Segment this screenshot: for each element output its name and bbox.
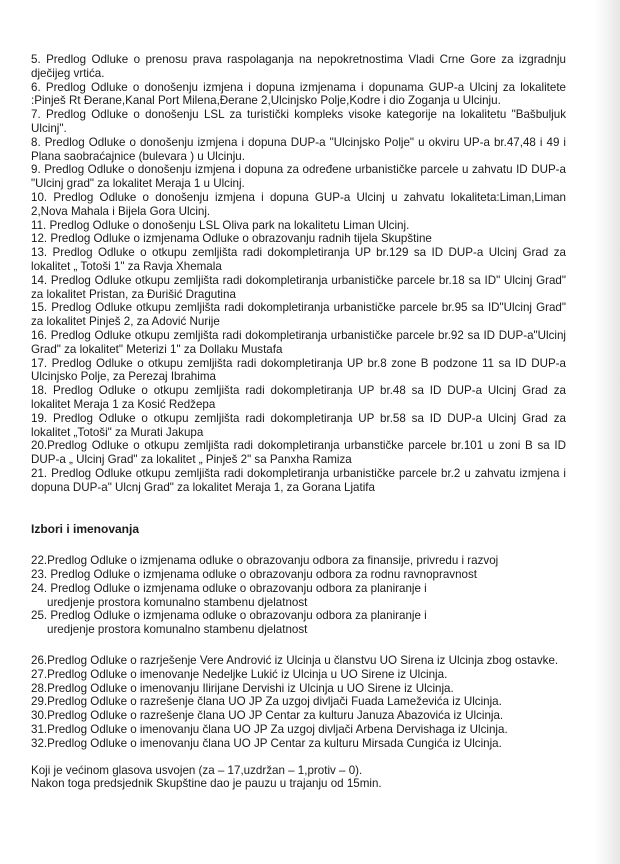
agenda-item: 27.Predlog Odluke o imenovanje Nedeljke Lukić iz Ulcinja u UO Sirene iz Ulcinja.	[31, 667, 448, 681]
agenda-item: 9. Predlog Odluke o donošenju izmjena i dopuna za određene urbanističke parcele u zahvatu ID DUP-a "Ulcinj grad" za lokalitet Meraja 1 u Ulcinj.	[31, 163, 566, 191]
agenda-item: 25. Predlog Odluke o izmjenama odluke o obrazovanju odbora za planiranje i	[31, 609, 427, 623]
agenda-item: 22.Predlog Odluke o izmjenama odluke o obrazovanju odbora za finansije, privredu i razvoj	[31, 554, 499, 568]
agenda-item: 10. Predlog Odluke o donošenju izmjena i dopuna GUP-a Ulcinj u zahvatu lokaliteta:Liman,Liman 2,Nova Mahala i Bijela Gora Ulcinj.	[31, 190, 566, 218]
agenda-item: 29.Predlog Odluke o razrešenje člana UO JP Za uzgoj divljači Fuada Lameževića iz Ulcinja.	[31, 695, 502, 709]
agenda-item: 17. Predlog Odluke o otkupu zemljišta radi dokompletiranja UP br.8 zone B podzone 11 sa ID DUP-a Ulcinjsko Polje, za Perezaj Ibrahima	[31, 356, 566, 384]
agenda-item: 19. Predlog Odluke o otkupu zemljišta radi dokompletiranja UP br.58 sa ID DUP-a Ulcinj Grad za lokalitet „Totoši" za Murati Jakupa	[31, 411, 566, 439]
agenda-item: 8. Predlog Odluke o donošenju izmjena i dopuna DUP-a "Ulcinjsko Polje" u okviru UP-a br.47,48 i 49 i Plana saobraćajnice (bulevara ) u Ulcinju.	[31, 135, 566, 163]
agenda-item: 21. Predlog Odluke otkupu zemljišta radi dokompletiranja urbanističke parcele br.2 u zahvatu izmjena i dopuna DUP-a" Ulcnj Grad" za lokalitet Meraja 1, za Gorana Ljatifa	[31, 466, 566, 494]
section-heading: Izbori i imenovanja	[31, 521, 140, 536]
agenda-text	[31, 53, 566, 791]
agenda-item: 6. Predlog Odluke o donošenju izmjena i dopuna izmjenama i dopunama GUP-a Ulcinj za lokalitete :Pinješ Rt Đerane,Kanal Port Milena,Đerane 2,Ulcinjsko Polje,Kodre i dio Zoganja u Ulcinju.	[31, 80, 566, 108]
agenda-item: 24. Predlog Odluke o izmjenama odluke o obrazovanju odbora za planiranje i	[31, 581, 427, 595]
agenda-item: 28.Predlog Odluke o imenovanju Ilirijane Dervishi iz Ulcinja u UO Sirene iz Ulcinja.	[31, 681, 454, 695]
agenda-item: 12. Predlog Odluke o izmjenama Odluke o obrazovanju radnih tijela Skupštine	[31, 232, 432, 246]
agenda-item: 5. Predlog Odluke o prenosu prava raspolaganja na nepokretnostima Vladi Crne Gore za izgradnju dječijeg vrtića.	[31, 53, 566, 80]
agenda-item-continuation: uredjenje prostora komunalno stambenu djelatnost	[47, 623, 308, 637]
agenda-item: 15. Predlog Odluke otkupu zemljišta radi dokompletiranja urbanističke parcele br.95 sa ID"Ulcinj Grad" za lokalitet Pinješ 2, za Adović Nurije	[31, 301, 566, 329]
pause-note: Nakon toga predsjednik Skupštine dao je pauzu u trajanju od 15min.	[31, 777, 382, 791]
vote-result: Koji je većinom glasova usvojen (za – 17,uzdržan – 1,protiv – 0).	[31, 763, 363, 777]
agenda-item: 13. Predlog Odluke o otkupu zemljišta radi dokompletiranja UP br.129 sa ID DUP-a Ulcinj Grad za lokalitet „ Totoši 1" za Ravja Xhemala	[31, 246, 566, 273]
page-edge-shadow	[594, 0, 620, 864]
agenda-item: 14. Predlog Odluke otkupu zemljišta radi dokompletiranja urbanističke parcele br.18 sa ID" Ulcinj Grad" za lokalitet Pristan, za Đurišić Dragutina	[31, 273, 566, 301]
agenda-item: 31.Predlog Odluke o imenovanju člana UO JP Za uzgoj divljači Arbena Dervishaga iz Ulcinja.	[31, 723, 508, 737]
agenda-item: 7. Predlog Odluke o donošenju LSL za turistički kompleks visoke kategorije na lokalitetu "Bašbuljuk Ulcinj".	[31, 108, 566, 135]
agenda-item: 32.Predlog Odluke o imenovanju člana UO JP Centar za kulturu Mirsada Cungića iz Ulcinja.	[31, 736, 502, 750]
agenda-item: 26.Predlog Odluke o razrješenje Vere Andrović iz Ulcinja u članstvu UO Sirena iz Ulcinja zbog ostavke.	[31, 654, 559, 668]
agenda-item: 18. Predlog Odluke o otkupu zemljišta radi dokompletiranja UP br.48 sa ID DUP-a Ulcinj Grad za lokalitet Meraja 1 za Kosić Redžepa	[31, 384, 566, 411]
agenda-item-continuation: uredjenje prostora komunalno stambenu djelatnost	[47, 595, 308, 609]
agenda-item: 30.Predlog Odluke o razrešenje člana UO JP Centar za kulturu Januza Abazovića iz Ulcinja.	[31, 709, 504, 723]
agenda-item: 16. Predlog Odluke otkupu zemljišta radi dokompletiranja urbanističke parcele br.92 sa ID DUP-a"Ulcinj Grad" za lokalitet" Meterizi 1" za Dollaku Mustafa	[31, 328, 566, 356]
agenda-item: 23. Predlog Odluke o izmjenama odluke o obrazovanju odbora za rodnu ravnopravnost	[31, 568, 477, 582]
agenda-item: 11. Predlog Odluke o donošenju LSL Oliva park na lokalitetu Liman Ulcinj.	[31, 218, 410, 232]
agenda-item: 20.Predlog Odluke o otkupu zemljišta radi dokompletiranja urbanstičke parcele br.101 u zoni B sa ID DUP-a „ Ulcinj Grad" za lokalitet „ Pinješ 2" sa Panxha Ramiza	[31, 439, 566, 467]
